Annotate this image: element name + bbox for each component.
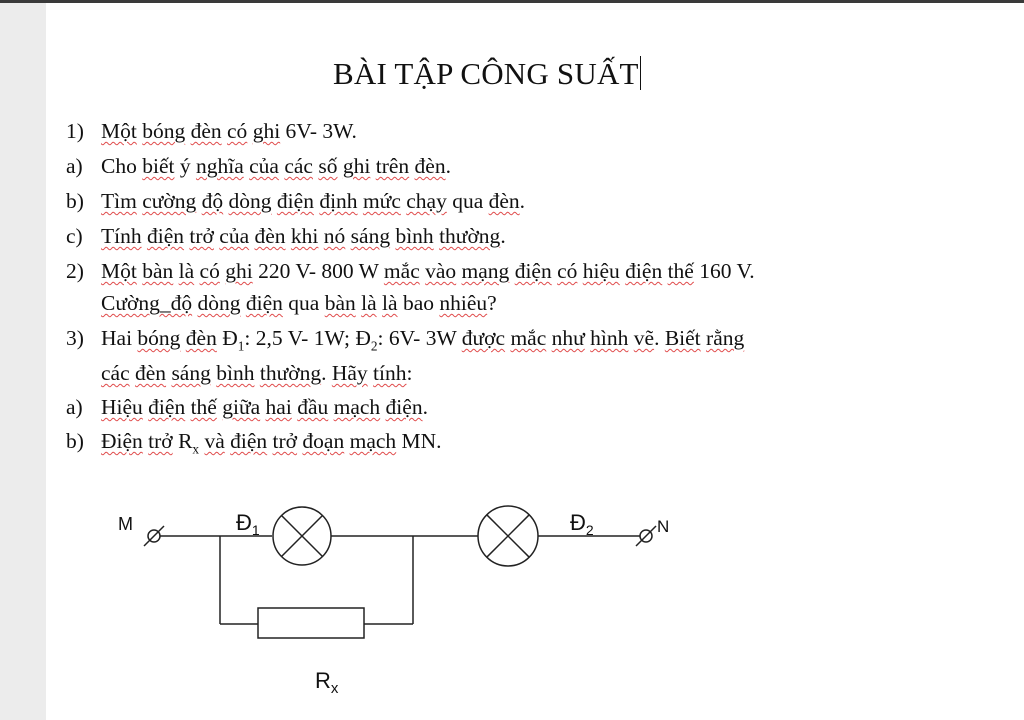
label-d2: $Đ_2$ bbox=[570, 510, 594, 538]
line-text: Tìm cường độ dòng điện định mức chạy qua đèn. bbox=[101, 189, 526, 213]
list-number: c) bbox=[66, 224, 83, 248]
line-text: Điện trở $R_x$ và điện trở đoạn mạch MN. bbox=[101, 429, 442, 457]
list-number: 3) bbox=[66, 326, 84, 350]
line-text: Một bóng đèn có ghi 6V- 3W. bbox=[101, 119, 357, 143]
list-number: b) bbox=[66, 189, 84, 213]
list-number: a) bbox=[66, 154, 83, 178]
line-text: Hai bóng đèn $Đ_1$: 2,5 V- 1W; $Đ_2$: 6V- 3W được mắc như hình vẽ. Biết rằng bbox=[101, 326, 745, 354]
label-n: N bbox=[657, 517, 670, 536]
label-rx: $R_x$ bbox=[315, 668, 339, 697]
line-text: Hiệu điện thế giữa hai đầu mạch điện. bbox=[101, 395, 428, 419]
list-number: 1) bbox=[66, 119, 84, 143]
list-number: a) bbox=[66, 395, 83, 419]
line-text: Cho biết ý nghĩa của các số ghi trên đèn. bbox=[101, 154, 451, 178]
page-title[interactable]: BÀI TẬP CÔNG SUẤT bbox=[333, 56, 641, 92]
line-text: Một bàn là có ghi 220 V- 800 W mắc vào mạng điện có hiệu điện thế 160 V. bbox=[101, 259, 755, 283]
list-number: 2) bbox=[66, 259, 84, 283]
line-text: các đèn sáng bình thường. Hãy tính: bbox=[101, 361, 413, 385]
list-number: b) bbox=[66, 429, 84, 453]
resistor-rx-icon bbox=[258, 608, 364, 638]
line-text: Tính điện trở của đèn khi nó sáng bình thường. bbox=[101, 224, 506, 248]
label-m: M bbox=[118, 514, 133, 534]
label-d1: $Đ_1$ bbox=[236, 510, 260, 538]
line-text: Cường_độ dòng điện qua bàn là là bao nhiêu? bbox=[101, 291, 497, 315]
